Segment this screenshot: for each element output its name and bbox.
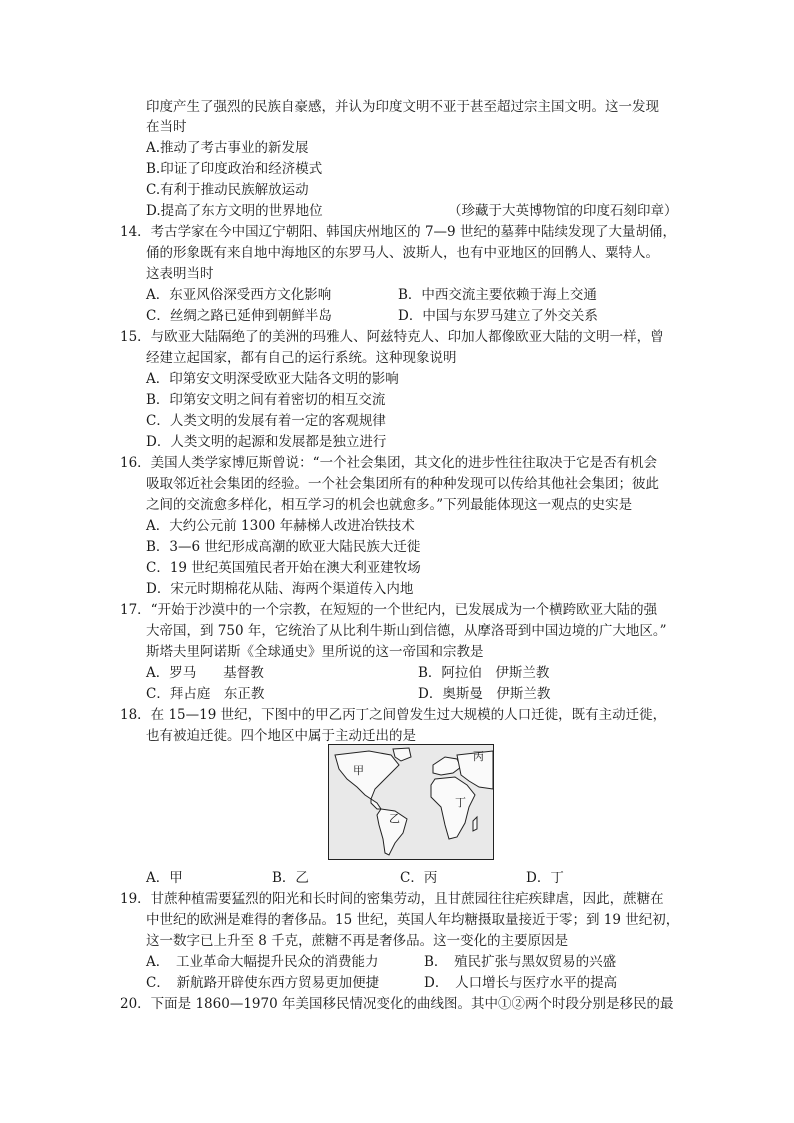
- q14-stem-line-1: 14．考古学家在今中国辽宁朝阳、韩国庆州地区的 7—9 世纪的墓葬中陆续发现了大量胡俑，: [120, 224, 676, 240]
- q13-line-2: 在当时: [146, 119, 187, 135]
- q16-option-a[interactable]: A．大约公元前 1300 年赫梯人改进冶铁技术: [146, 518, 415, 534]
- q17-option-b[interactable]: B．阿拉伯 伊斯兰教: [418, 665, 550, 681]
- q13-option-b[interactable]: B.印证了印度政治和经济模式: [146, 161, 323, 177]
- q19-stem-line-2: 中世纪的欧洲是难得的奢侈品。15 世纪，英国人年均糖摄取量接近于零；到 19 世纪初，: [146, 912, 680, 928]
- q14-option-b[interactable]: B．中西交流主要依赖于海上交通: [398, 287, 597, 303]
- q16-stem-line-2: 吸取邻近社会集团的经验。一个社会集团所有的种种发现可以传给其他社会集团；彼此: [146, 476, 659, 492]
- q19-option-c[interactable]: C． 新航路开辟使东西方贸易更加便捷: [146, 975, 380, 991]
- q18-option-b[interactable]: B．乙: [272, 870, 309, 886]
- q14-stem-line-3: 这表明当时: [146, 266, 214, 282]
- q19-option-a[interactable]: A． 工业革命大幅提升民众的消费能力: [146, 954, 379, 970]
- q13-option-c[interactable]: C.有利于推动民族解放运动: [146, 182, 309, 198]
- map-label-bing: 丙: [473, 750, 484, 763]
- q19-stem-line-1: 19．甘蔗种植需要猛烈的阳光和长时间的密集劳动，且甘蔗园往往疟疾肆虐，因此，蔗糖在: [120, 891, 664, 907]
- map-label-ding: 丁: [455, 796, 466, 809]
- q15-option-b[interactable]: B．印第安文明之间有着密切的相互交流: [146, 392, 386, 408]
- q18-stem-line-2: 也有被迫迁徙。四个地区中属于主动迁出的是: [146, 728, 416, 744]
- q14-option-c[interactable]: C．丝绸之路已延伸到朝鲜半岛: [146, 308, 332, 324]
- q16-option-d[interactable]: D．宋元时期棉花从陆、海两个渠道传入内地: [146, 581, 414, 597]
- q17-option-a[interactable]: A．罗马 基督教: [146, 665, 264, 681]
- q13-option-a[interactable]: A.推动了考古事业的新发展: [146, 140, 309, 156]
- q17-stem-line-1: 17．“开始于沙漠中的一个宗教，在短短的一个世纪内，已发展成为一个横跨欧亚大陆的强: [120, 602, 658, 618]
- q15-stem-line-2: 经建立起国家，都有自己的运行系统。这种现象说明: [146, 350, 457, 366]
- q14-option-a[interactable]: A．东亚风俗深受西方文化影响: [146, 287, 332, 303]
- q13-option-d[interactable]: D.提高了东方文明的世界地位: [146, 203, 323, 219]
- world-map-drawing: [329, 745, 493, 859]
- map-label-yi: 乙: [389, 812, 400, 825]
- q16-stem-line-3: 之间的交流愈多样化，相互学习的机会也就愈多。”下列最能体现这一观点的史实是: [146, 497, 633, 513]
- q14-stem-line-2: 俑的形象既有来自地中海地区的东罗马人、波斯人，也有中亚地区的回鹘人、粟特人。: [146, 245, 659, 261]
- q17-option-d[interactable]: D．奥斯曼 伊斯兰教: [418, 686, 551, 702]
- world-map-figure: [328, 744, 494, 860]
- q16-option-b[interactable]: B．3—6 世纪形成高潮的欧亚大陆民族大迁徙: [146, 539, 421, 555]
- q19-option-d[interactable]: D． 人口增长与医疗水平的提高: [424, 975, 618, 991]
- q19-stem-line-3: 这一数字已上升至 8 千克，蔗糖不再是奢侈品。这一变化的主要原因是: [146, 933, 569, 949]
- q16-stem-line-1: 16．美国人类学家博厄斯曾说：“一个社会集团，其文化的进步性往往取决于它是否有机会: [120, 455, 658, 471]
- q14-option-d[interactable]: D．中国与东罗马建立了外交关系: [398, 308, 598, 324]
- q18-option-a[interactable]: A．甲: [146, 870, 183, 886]
- q18-option-d[interactable]: D．丁: [526, 870, 564, 886]
- q18-stem-line-1: 18．在 15—19 世纪，下图中的甲乙丙丁之间曾发生过大规模的人口迁徙，既有主动迁徙，: [120, 707, 667, 723]
- q17-stem-line-2: 大帝国，到 750 年，它统治了从比利牛斯山到信德，从摩洛哥到中国边境的广大地区。”: [146, 623, 667, 639]
- q13-image-caption: （珍藏于大英博物馆的印度石刻印章）: [448, 203, 678, 219]
- map-label-jia: 甲: [353, 764, 364, 777]
- q15-option-a[interactable]: A．印第安文明深受欧亚大陆各文明的影响: [146, 371, 399, 387]
- q17-option-c[interactable]: C．拜占庭 东正教: [146, 686, 265, 702]
- q17-stem-line-3: 斯塔夫里阿诺斯《全球通史》里所说的这一帝国和宗教是: [146, 644, 484, 660]
- q16-option-c[interactable]: C．19 世纪英国殖民者开始在澳大利亚建牧场: [146, 560, 421, 576]
- q15-option-d[interactable]: D．人类文明的起源和发展都是独立进行: [146, 434, 387, 450]
- q18-option-c[interactable]: C．丙: [400, 870, 438, 886]
- q19-option-b[interactable]: B． 殖民扩张与黑奴贸易的兴盛: [424, 954, 617, 970]
- q20-stem-line-1: 20．下面是 1860—1970 年美国移民情况变化的曲线图。其中①②两个时段分别是移民的最: [120, 996, 674, 1012]
- q15-option-c[interactable]: C．人类文明的发展有着一定的客观规律: [146, 413, 386, 429]
- q13-line-1: 印度产生了强烈的民族自豪感，并认为印度文明不亚于甚至超过宗主国文明。这一发现: [146, 99, 659, 115]
- q15-stem-line-1: 15．与欧亚大陆隔绝了的美洲的玛雅人、阿兹特克人、印加人都像欧亚大陆的文明一样，曾: [120, 329, 664, 345]
